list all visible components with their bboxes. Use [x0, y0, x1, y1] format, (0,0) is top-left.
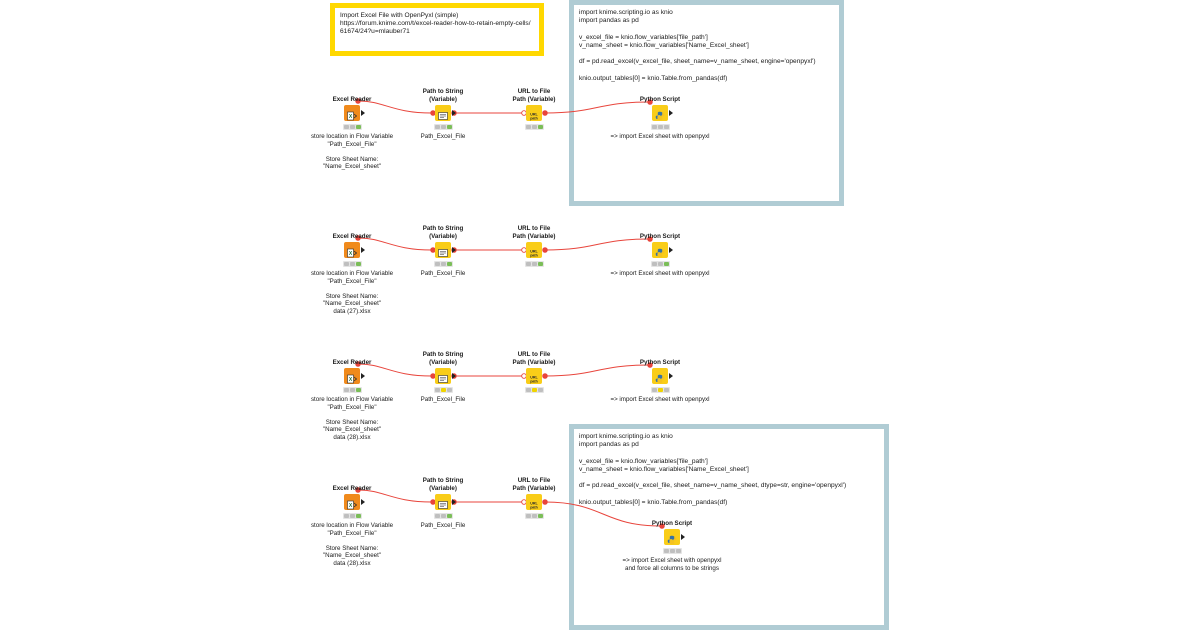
status-light — [447, 125, 452, 129]
data-out-port[interactable] — [452, 110, 456, 116]
node-label[interactable]: store location in Flow Variable "Path_Excel_File" Store Sheet Name: "Name_Excel_sheet" data (28).xlsx — [310, 522, 394, 567]
status-light — [526, 388, 531, 392]
status-light — [350, 514, 355, 518]
status-light — [441, 262, 446, 266]
data-out-port[interactable] — [669, 373, 673, 379]
status-light — [538, 262, 543, 266]
status-light — [664, 262, 669, 266]
data-out-port[interactable] — [361, 373, 365, 379]
data-out-port[interactable] — [669, 247, 673, 253]
node-body[interactable] — [652, 105, 668, 121]
status-light — [526, 262, 531, 266]
data-out-port[interactable] — [361, 499, 365, 505]
data-out-port[interactable] — [669, 110, 673, 116]
node-status-indicator — [663, 548, 682, 554]
status-light — [447, 388, 452, 392]
data-out-port[interactable] — [681, 534, 685, 540]
status-light — [356, 388, 361, 392]
status-light — [344, 388, 349, 392]
node-status-indicator — [434, 513, 453, 519]
status-light — [532, 388, 537, 392]
excel-reader-icon — [347, 497, 357, 510]
node-body[interactable] — [664, 529, 680, 545]
path-to-string-icon — [438, 245, 448, 255]
node-title: Excel Reader — [332, 232, 372, 240]
data-out-port[interactable] — [452, 499, 456, 505]
status-light — [447, 262, 452, 266]
node-title: Excel Reader — [332, 358, 372, 366]
svg-text:URL: URL — [530, 249, 538, 254]
url-to-file-icon — [529, 108, 539, 121]
node-body[interactable] — [652, 242, 668, 258]
excel-reader-icon — [347, 108, 357, 121]
status-light — [658, 125, 663, 129]
svg-text:X: X — [348, 251, 353, 258]
node-body[interactable] — [344, 242, 360, 258]
node-body[interactable] — [435, 242, 451, 258]
svg-text:URL: URL — [530, 112, 538, 117]
status-light — [538, 125, 543, 129]
python-script-icon — [655, 371, 665, 381]
url-to-file-icon — [529, 245, 539, 258]
node-status-indicator — [343, 261, 362, 267]
node-title: URL to File Path (Variable) — [512, 351, 556, 366]
node-label[interactable]: Path_Excel_File — [420, 133, 466, 140]
svg-text:path: path — [530, 379, 538, 384]
node-title: Python Script — [639, 232, 681, 240]
node-label[interactable]: Path_Excel_File — [420, 522, 466, 529]
node-title: Path to String (Variable) — [422, 225, 464, 240]
node-status-indicator — [434, 261, 453, 267]
node-status-indicator — [343, 387, 362, 393]
status-light — [664, 388, 669, 392]
status-light — [441, 514, 446, 518]
svg-text:path: path — [530, 505, 538, 510]
node-label[interactable]: => import Excel sheet with openpyxl and force all columns to be strings — [622, 557, 722, 572]
node-python-script[interactable] — [600, 225, 720, 278]
status-light — [350, 388, 355, 392]
status-light — [676, 549, 681, 553]
status-light — [435, 388, 440, 392]
status-light — [447, 514, 452, 518]
status-light — [435, 125, 440, 129]
svg-text:X: X — [348, 377, 353, 384]
node-body[interactable] — [526, 105, 542, 121]
node-status-indicator — [434, 124, 453, 130]
svg-text:X: X — [348, 503, 353, 510]
data-out-port[interactable] — [452, 247, 456, 253]
node-label[interactable]: Path_Excel_File — [420, 270, 466, 277]
status-light — [532, 514, 537, 518]
python-script-icon — [667, 532, 677, 542]
node-label[interactable]: store location in Flow Variable "Path_Excel_File" Store Sheet Name: "Name_Excel_sheet" data (27).xlsx — [310, 270, 394, 315]
node-url-to-file[interactable] — [474, 225, 594, 270]
node-title: Python Script — [639, 95, 681, 103]
status-light — [344, 125, 349, 129]
status-light — [356, 125, 361, 129]
node-status-indicator — [343, 513, 362, 519]
status-light — [344, 514, 349, 518]
svg-text:URL: URL — [530, 501, 538, 506]
data-out-port[interactable] — [361, 110, 365, 116]
node-status-indicator — [434, 387, 453, 393]
node-python-script[interactable] — [600, 351, 720, 404]
node-body[interactable] — [435, 494, 451, 510]
status-light — [652, 125, 657, 129]
node-title: Path to String (Variable) — [422, 351, 464, 366]
node-body[interactable] — [344, 368, 360, 384]
node-title: Python Script — [651, 519, 693, 527]
node-body[interactable] — [344, 494, 360, 510]
url-to-file-icon — [529, 497, 539, 510]
status-light — [435, 514, 440, 518]
status-light — [670, 549, 675, 553]
status-light — [344, 262, 349, 266]
svg-text:URL: URL — [530, 375, 538, 380]
node-status-indicator — [525, 513, 544, 519]
status-light — [538, 514, 543, 518]
data-out-port[interactable] — [361, 247, 365, 253]
node-label[interactable]: => import Excel sheet with openpyxl — [610, 396, 710, 403]
python-script-icon — [655, 245, 665, 255]
status-light — [652, 388, 657, 392]
node-url-to-file[interactable] — [474, 88, 594, 133]
node-status-indicator — [525, 124, 544, 130]
svg-text:path: path — [530, 116, 538, 121]
status-light — [441, 125, 446, 129]
python-code-annotation-1[interactable]: import knime.scripting.io as knio import pandas as pd v_excel_file = knio.flow_variables['file_path'] v_name_sheet = knio.flow_variables['Name_Excel_sheet'] df = pd.read_excel(v_excel_file, sheet_name=v_name_sheet, engine='openpyxl') knio.output_tables[0] = knio.Table.from_pandas(df) — [569, 0, 844, 206]
svg-text:path: path — [530, 253, 538, 258]
node-status-indicator — [651, 261, 670, 267]
status-light — [664, 125, 669, 129]
python-code-annotation-2[interactable]: import knime.scripting.io as knio import pandas as pd v_excel_file = knio.flow_variables['file_path'] v_name_sheet = knio.flow_variables['Name_Excel_sheet'] df = pd.read_excel(v_excel_file, sheet_name=v_name_sheet, dtype=str, engine='openpyxl') knio.output_tables[0] = knio.Table.from_pandas(df) — [569, 424, 889, 630]
node-title: Excel Reader — [332, 484, 372, 492]
status-light — [356, 262, 361, 266]
svg-text:X: X — [348, 114, 353, 121]
node-title: URL to File Path (Variable) — [512, 477, 556, 492]
url-to-file-icon — [529, 371, 539, 384]
python-script-icon — [655, 108, 665, 118]
node-status-indicator — [651, 387, 670, 393]
status-light — [658, 262, 663, 266]
status-light — [350, 262, 355, 266]
node-label[interactable]: => import Excel sheet with openpyxl — [610, 270, 710, 277]
node-body[interactable] — [652, 368, 668, 384]
status-light — [435, 262, 440, 266]
node-body[interactable] — [526, 242, 542, 258]
node-python-script[interactable] — [612, 512, 732, 572]
node-title: Path to String (Variable) — [422, 477, 464, 492]
node-label[interactable]: => import Excel sheet with openpyxl — [610, 133, 710, 140]
node-url-to-file[interactable] — [474, 351, 594, 396]
status-light — [538, 388, 543, 392]
node-python-script[interactable] — [600, 88, 720, 141]
status-light — [356, 514, 361, 518]
status-light — [532, 262, 537, 266]
status-light — [658, 388, 663, 392]
node-body[interactable] — [435, 368, 451, 384]
node-status-indicator — [525, 387, 544, 393]
path-to-string-icon — [438, 108, 448, 118]
path-to-string-icon — [438, 371, 448, 381]
node-body[interactable] — [526, 494, 542, 510]
node-title: URL to File Path (Variable) — [512, 225, 556, 240]
node-status-indicator — [651, 124, 670, 130]
node-title: Excel Reader — [332, 95, 372, 103]
path-to-string-icon — [438, 497, 448, 507]
excel-reader-icon — [347, 245, 357, 258]
node-status-indicator — [525, 261, 544, 267]
status-light — [526, 125, 531, 129]
node-title: Path to String (Variable) — [422, 88, 464, 103]
status-light — [532, 125, 537, 129]
note-annotation[interactable]: Import Excel File with OpenPyxl (simple) https://forum.knime.com/t/excel-reader-how-to-retain-empty-cells/ 61674/24?u=mlauber71 — [330, 3, 544, 56]
node-label[interactable]: store location in Flow Variable "Path_Excel_File" Store Sheet Name: "Name_Excel_sheet" data (28).xlsx — [310, 396, 394, 441]
status-light — [350, 125, 355, 129]
node-body[interactable] — [344, 105, 360, 121]
excel-reader-icon — [347, 371, 357, 384]
node-body[interactable] — [435, 105, 451, 121]
node-body[interactable] — [526, 368, 542, 384]
node-label[interactable]: Path_Excel_File — [420, 396, 466, 403]
node-status-indicator — [343, 124, 362, 130]
status-light — [652, 262, 657, 266]
node-label[interactable]: store location in Flow Variable "Path_Excel_File" Store Sheet Name: "Name_Excel_sheet" — [310, 133, 394, 171]
status-light — [526, 514, 531, 518]
status-light — [441, 388, 446, 392]
status-light — [664, 549, 669, 553]
node-title: URL to File Path (Variable) — [512, 88, 556, 103]
node-url-to-file[interactable] — [474, 477, 594, 522]
data-out-port[interactable] — [452, 373, 456, 379]
node-title: Python Script — [639, 358, 681, 366]
